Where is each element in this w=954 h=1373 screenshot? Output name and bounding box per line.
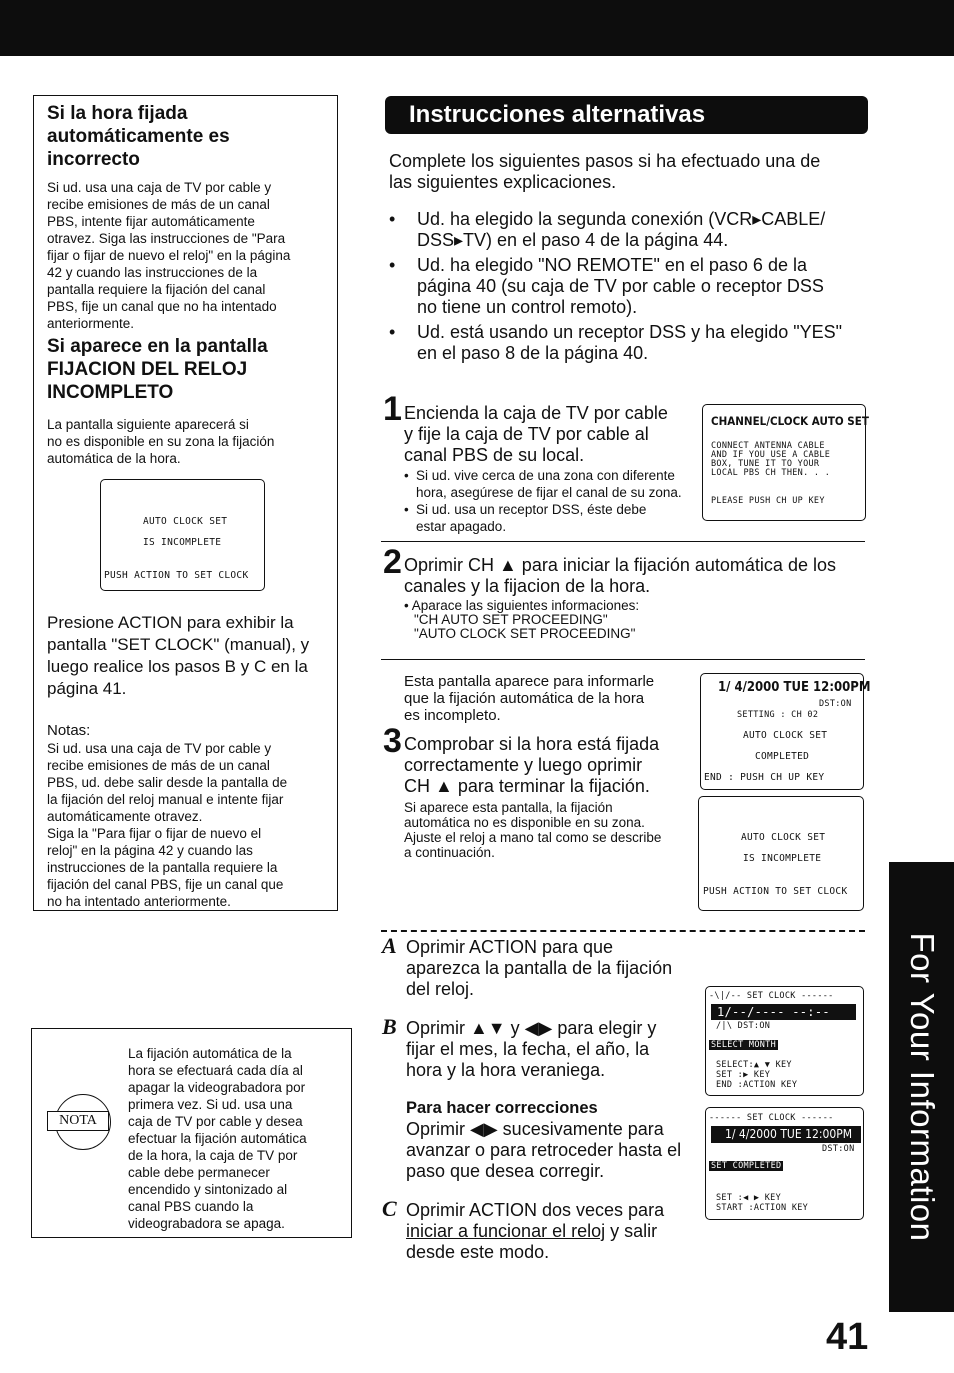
condition-item: • Ud. ha elegido la segunda conexión (VCR▸CABLE/ DSS▸TV) en el paso 4 de la página 44. [389,209,864,251]
step-b-letter: B [382,1014,397,1039]
step-2-text: Oprimir CH ▲ para iniciar la fijación automática de los canales y la fijacion de la hora. [404,555,836,596]
channel-clock-screen: CHANNEL/CLOCK AUTO SET CONNECT ANTENNA CABLE AND IF YOU USE A CABLE BOX, TUNE IT TO YOUR LOCAL PBS CH THEN. . . PLEASE PUSH CH UP KEY [702,404,866,521]
step-3-notes: Si aparece esta pantalla, la fijación automática no es disponible en su zona. Ajuste el reloj a mano tal como se describe a continuación. [404,800,662,860]
step-3-text: Comprobar si la hora está fijada correctamente y luego oprimir CH ▲ para terminar la fijación. [404,734,660,796]
intro-text: Complete los siguientes pasos si ha efectuado una de las siguientes explicaciones. [389,151,821,192]
section-banner: Instrucciones alternativas [385,96,868,134]
step-c-letter: C [382,1196,397,1221]
step-a-text: Oprimir ACTION para que aparezca la pantalla de la fijación del reloj. [406,937,673,999]
step-3-number: 3 [383,722,402,760]
nota-label: NOTA [47,1111,109,1131]
divider [381,659,865,660]
side-tab [889,862,954,1312]
corrections-title: Para hacer correcciones [406,1099,598,1117]
side-tab-label: For Your Information [903,932,941,1242]
dashed-divider [381,930,865,932]
left-heading-1: Si la hora fijada automáticamente es incorrecto [47,103,230,170]
divider [381,541,865,542]
step-b-text: Oprimir ▲▼ y ◀▶ para elegir y fijar el mes, la fecha, el año, la hora y la hora veraniega. [406,1018,657,1080]
nota-text: La fijación automática de la hora se efectuará cada día al apagar la videograbadora por primera vez. Si ud. usa una caja de TV por cable y desea efectuar la fijación automática de la hora, la caja de TV por cable debe permanecer encendido y sintonizado al canal PBS cuando la videograbadora se apaga. [128,1046,307,1231]
left-tv-screen: AUTO CLOCK SET IS INCOMPLETE PUSH ACTION TO SET CLOCK [100,479,265,591]
step-3-intro: Esta pantalla aparece para informarle que la fijación automática de la hora es incompleto. [404,673,655,724]
page-number: 41 [826,1316,869,1358]
condition-item: • Ud. ha elegido "NO REMOTE" en el paso 6 de la página 40 (su caja de TV por cable o receptor DSS no tiene un control remoto). [389,255,864,318]
notas-text: Si ud. usa una caja de TV por cable y recibe emisiones de más de un canal PBS, ud. debe salir desde la pantalla de la fijación del reloj manual e intente fijar automáticamente otravez. Siga la "Para fijar o fijar de nuevo el reloj" en la página 42 y cuando las instrucciones de la pantalla requiere la fijación del canal PBS, fije un canal que no ha intentado anteriormente. [47,741,288,909]
step-1-note: • Si ud. usa un receptor DSS, éste debe estar apagado. [404,501,704,535]
left-paragraph-2: La pantalla siguiente aparecerá si no es disponible en su zona la fijación automática de la hora. [47,417,275,466]
corrections-text: Oprimir ◀▶ sucesivamente para avanzar o para retroceder hasta el paso que desea corregir. [406,1119,682,1181]
step-a-letter: A [382,933,397,958]
notas-title: Notas: [47,722,91,739]
auto-clock-completed-screen: 1/ 4/2000 TUE 12:00PM DST:ON SETTING : CH 02 AUTO CLOCK SET COMPLETED END : PUSH CH UP KEY [700,673,864,790]
left-heading-2: Si aparece en la pantalla FIJACION DEL RELOJ INCOMPLETO [47,336,268,403]
left-paragraph-3: Presione ACTION para exhibir la pantalla "SET CLOCK" (manual), y luego realice los pasos B y C en la página 41. [47,613,310,698]
step-1-text: Encienda la caja de TV por cable y fije la caja de TV por cable al canal PBS de su local. [404,403,668,465]
condition-list [389,209,864,364]
condition-item: • Ud. está usando un receptor DSS y ha elegido "YES" en el paso 8 de la página 40. [389,322,864,364]
set-clock-month-screen: -\|/-- SET CLOCK ------ 1/--/---- --:-- /|\ DST:ON SELECT MONTH SELECT:▲ ▼ KEY SET :▶ KEY END :ACTION KEY [705,986,864,1096]
set-clock-completed-screen: ------ SET CLOCK ------ 1/ 4/2000 TUE 12:00PM DST:ON SET COMPLETED SET :◀ ▶ KEY START :ACTION KEY [705,1107,864,1220]
step-2-number: 2 [383,543,402,581]
left-paragraph-1: Si ud. usa una caja de TV por cable y recibe emisiones de más de un canal PBS, intente fijar automáticamente otravez. Siga las instrucciones de "Para fijar o fijar de nuevo el reloj" en la página 42 y cuando las instrucciones de la pantalla requiere la fijación del canal PBS, fije un canal que no ha intentado anteriormente. [47,180,291,331]
auto-clock-incomplete-screen: AUTO CLOCK SET IS INCOMPLETE PUSH ACTION TO SET CLOCK [698,796,864,911]
top-bar [0,0,954,56]
step-1-notes [404,467,704,535]
step-1-note: • Si ud. vive cerca de una zona con diferente hora, asegúrese de fijar el canal de su zona. [404,467,704,501]
step-2-notes: • Aparace las siguientes informaciones: "CH AUTO SET PROCEEDING" "AUTO CLOCK SET PROCEEDING" [404,598,640,641]
step-1-number: 1 [383,390,402,428]
step-c-text: Oprimir ACTION dos veces para iniciar a funcionar el reloj y salir desde este modo. [406,1200,665,1262]
